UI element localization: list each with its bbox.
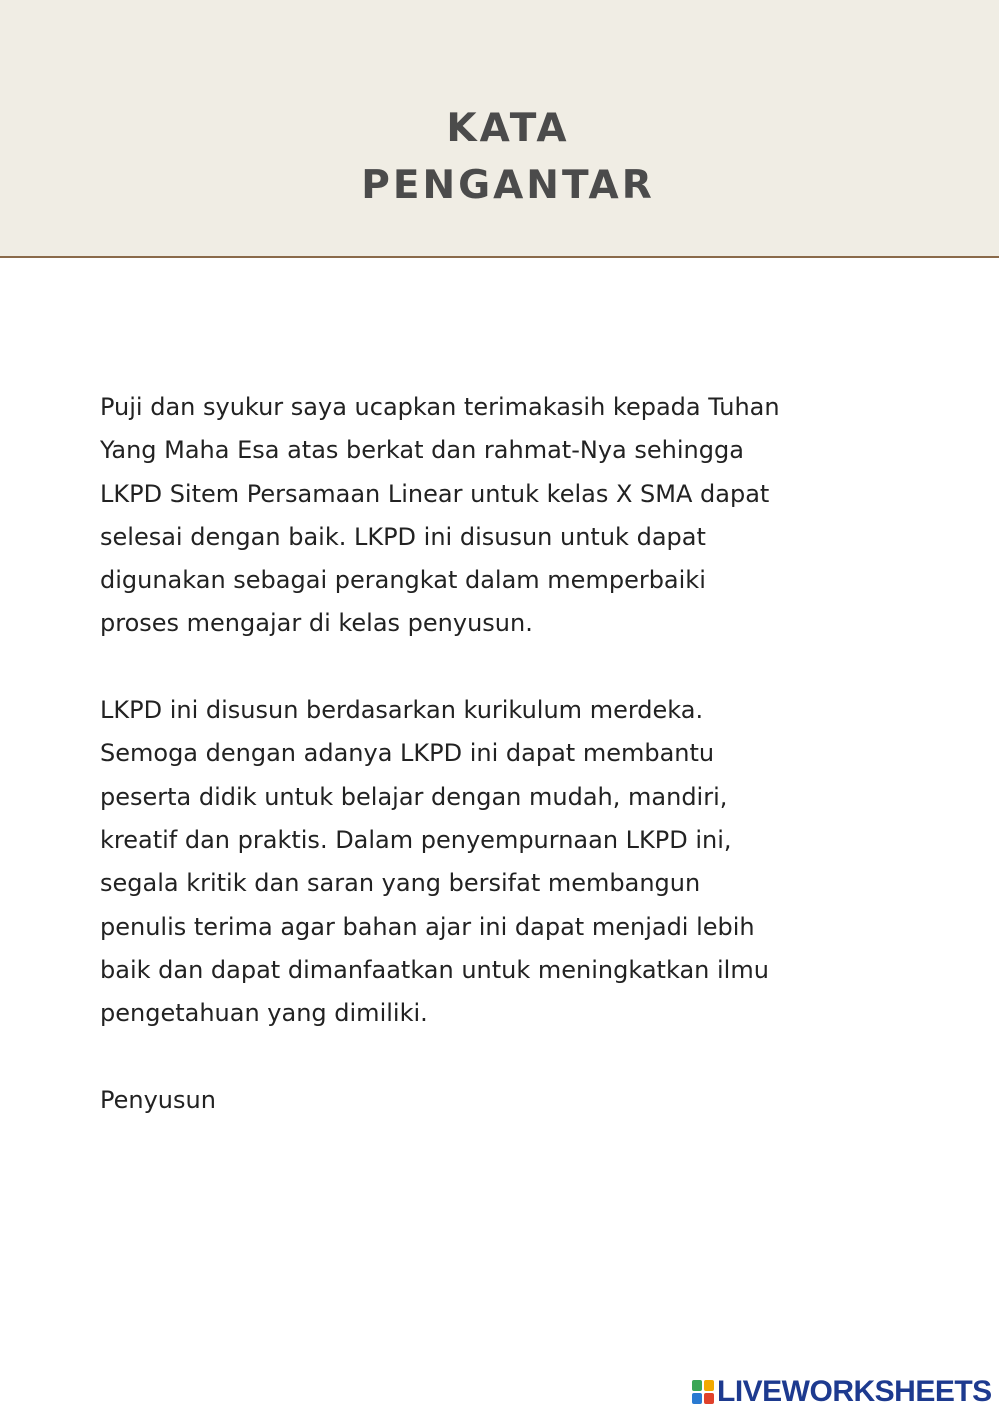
text-line: segala kritik dan saran yang bersifat membangun: [100, 869, 701, 898]
text-line: Yang Maha Esa atas berkat dan rahmat-Nya sehingga: [100, 436, 744, 465]
liveworksheets-logo[interactable]: [692, 1375, 992, 1409]
paragraph-intro: [100, 386, 930, 646]
text-line: peserta didik untuk belajar dengan mudah, mandiri,: [100, 782, 728, 811]
logo-block-l: [692, 1380, 702, 1391]
document-body: [100, 386, 930, 1122]
text-line: kreatif dan praktis. Dalam penyempurnaan LKPD ini,: [100, 825, 732, 854]
page-title: [0, 100, 999, 214]
header-divider: [0, 256, 999, 258]
text-line: LKPD ini disusun berdasarkan kurikulum merdeka.: [100, 696, 704, 725]
logo-block-e: [704, 1393, 714, 1404]
paragraph-spacer: [100, 1035, 930, 1078]
page-title-line-2: PENGANTAR: [361, 163, 655, 208]
text-line: digunakan sebagai perangkat dalam memperbaiki: [100, 566, 706, 595]
logo-block-i: [704, 1380, 714, 1391]
paragraph-curriculum: [100, 689, 930, 1035]
text-line: selesai dengan baik. LKPD ini disusun untuk dapat: [100, 522, 706, 551]
text-line: Semoga dengan adanya LKPD ini dapat membantu: [100, 739, 715, 768]
text-line: pengetahuan yang dimiliki.: [100, 999, 428, 1028]
paragraph-spacer: [100, 646, 930, 689]
liveworksheets-logo-icon: [692, 1380, 714, 1404]
signature: Penyusun: [100, 1085, 216, 1114]
page-title-line-1: KATA: [446, 106, 570, 151]
logo-block-v: [692, 1393, 702, 1404]
text-line: penulis terima agar bahan ajar ini dapat menjadi lebih: [100, 912, 755, 941]
text-line: LKPD Sitem Persamaan Linear untuk kelas X SMA dapat: [100, 479, 770, 508]
text-line: baik dan dapat dimanfaatkan untuk meningkatkan ilmu: [100, 955, 769, 984]
liveworksheets-logo-text: LIVEWORKSHEETS: [717, 1375, 992, 1408]
text-line: Puji dan syukur saya ucapkan terimakasih kepada Tuhan: [100, 393, 780, 421]
text-line: proses mengajar di kelas penyusun.: [100, 609, 533, 638]
